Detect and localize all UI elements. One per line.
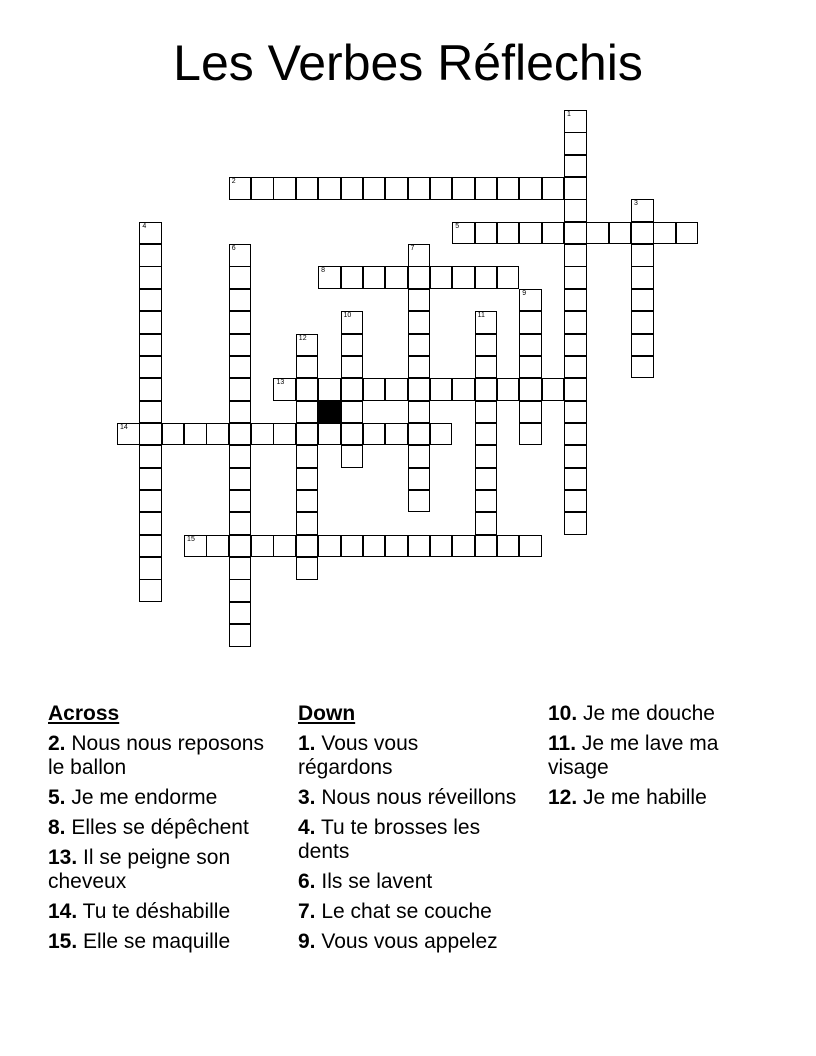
grid-cell[interactable] (341, 378, 364, 401)
clue-number: 10. (548, 702, 578, 725)
grid-cell[interactable] (475, 535, 498, 558)
grid-cell[interactable] (631, 334, 654, 357)
grid-cell[interactable] (631, 311, 654, 334)
clue-text: Je me endorme (71, 786, 218, 809)
clue-text: Vous vous régardons (298, 732, 419, 779)
clue-number: 7. (298, 900, 316, 923)
grid-cell[interactable] (206, 423, 229, 446)
grid-cell[interactable] (385, 266, 408, 289)
grid-cell[interactable] (452, 222, 475, 245)
grid-cell[interactable] (139, 334, 162, 357)
grid-cell[interactable] (408, 401, 431, 424)
grid-cell[interactable] (408, 266, 431, 289)
grid-cell[interactable] (564, 155, 587, 178)
cell-number: 11 (477, 312, 485, 320)
grid-cell[interactable] (139, 244, 162, 267)
grid-cell[interactable] (475, 356, 498, 379)
grid-cell[interactable] (564, 423, 587, 446)
clue-text: Vous vous appelez (321, 930, 498, 953)
clue-number: 12. (548, 786, 578, 809)
down-heading: Down (298, 702, 356, 725)
grid-cell[interactable] (229, 356, 252, 379)
clue-down (548, 786, 768, 810)
grid-cell[interactable] (139, 423, 162, 446)
grid-cell[interactable] (519, 334, 542, 357)
grid-cell[interactable] (676, 222, 699, 245)
grid-cell[interactable] (542, 378, 565, 401)
grid-cell[interactable] (229, 401, 252, 424)
cell-number: 5 (455, 222, 460, 230)
grid-cell[interactable] (408, 311, 431, 334)
clue-across (48, 816, 268, 840)
clue-down (298, 732, 518, 780)
clue-number: 11. (548, 732, 577, 755)
grid-cell[interactable] (296, 490, 319, 513)
grid-cell[interactable] (184, 535, 207, 558)
grid-cell[interactable] (139, 378, 162, 401)
clue-across (48, 846, 268, 894)
grid-cell[interactable] (363, 177, 386, 200)
clue-down (548, 732, 768, 780)
cell-number: 9 (522, 289, 527, 297)
grid-cell[interactable] (452, 266, 475, 289)
grid-cell[interactable] (139, 490, 162, 513)
cell-number: 14 (120, 423, 128, 431)
grid-cell[interactable] (385, 535, 408, 558)
grid-cell[interactable] (363, 535, 386, 558)
grid-cell[interactable] (564, 222, 587, 245)
clue-across (48, 786, 268, 810)
grid-cell[interactable] (475, 334, 498, 357)
grid-cell[interactable] (475, 468, 498, 491)
grid-cell[interactable] (162, 423, 185, 446)
grid-cell[interactable] (542, 177, 565, 200)
clue-number: 4. (298, 816, 316, 839)
grid-cell[interactable] (475, 512, 498, 535)
grid-cell[interactable] (229, 334, 252, 357)
grid-cell[interactable] (229, 289, 252, 312)
grid-cell[interactable] (452, 378, 475, 401)
grid-cell[interactable] (631, 222, 654, 245)
clue-number: 1. (298, 732, 316, 755)
grid-cell[interactable] (117, 423, 140, 446)
grid-cell[interactable] (139, 579, 162, 602)
down-clues (298, 702, 768, 962)
grid-cell[interactable] (139, 557, 162, 580)
grid-cell[interactable] (497, 222, 520, 245)
grid-cell[interactable] (229, 557, 252, 580)
grid-cell[interactable] (318, 177, 341, 200)
grid-cell[interactable] (408, 289, 431, 312)
grid-cell[interactable] (452, 177, 475, 200)
clue-down (548, 702, 768, 726)
clue-text: Tu te déshabille (82, 900, 231, 923)
cell-number: 8 (321, 267, 326, 275)
grid-cell[interactable] (497, 177, 520, 200)
grid-cell[interactable] (139, 356, 162, 379)
grid-cell[interactable] (564, 311, 587, 334)
clue-text: Je me douche (583, 702, 715, 725)
grid-cell[interactable] (296, 401, 319, 424)
grid-cell[interactable] (229, 579, 252, 602)
grid-cell[interactable] (430, 177, 453, 200)
grid-cell[interactable] (609, 222, 632, 245)
grid-cell[interactable] (318, 535, 341, 558)
grid-cell[interactable] (139, 266, 162, 289)
grid-cell[interactable] (229, 311, 252, 334)
grid-cell[interactable] (586, 222, 609, 245)
grid-cell[interactable] (519, 177, 542, 200)
grid-cell[interactable] (229, 445, 252, 468)
grid-cell[interactable] (139, 289, 162, 312)
grid-cell[interactable] (408, 244, 431, 267)
grid-cell[interactable] (564, 378, 587, 401)
grid-cell[interactable] (408, 177, 431, 200)
clue-across (48, 732, 268, 780)
grid-cell[interactable] (475, 423, 498, 446)
grid-cell[interactable] (519, 378, 542, 401)
grid-cell[interactable] (341, 334, 364, 357)
grid-cell[interactable] (296, 557, 319, 580)
grid-cell[interactable] (564, 512, 587, 535)
grid-cell[interactable] (631, 289, 654, 312)
cell-number: 10 (343, 312, 352, 320)
grid-cell[interactable] (519, 289, 542, 312)
grid-cell[interactable] (206, 535, 229, 558)
grid-cell[interactable] (229, 468, 252, 491)
grid-cell[interactable] (251, 423, 274, 446)
grid-cell[interactable] (519, 423, 542, 446)
grid-cell[interactable] (475, 222, 498, 245)
grid-cell[interactable] (184, 423, 207, 446)
grid-cell[interactable] (497, 378, 520, 401)
blocked-cell (318, 401, 341, 424)
grid-cell[interactable] (341, 445, 364, 468)
grid-cell[interactable] (631, 199, 654, 222)
cell-number: 3 (634, 200, 638, 208)
grid-cell[interactable] (341, 311, 364, 334)
grid-cell[interactable] (229, 535, 252, 558)
grid-cell[interactable] (318, 423, 341, 446)
grid-cell[interactable] (318, 266, 341, 289)
grid-cell[interactable] (408, 468, 431, 491)
grid-cell[interactable] (385, 177, 408, 200)
grid-cell[interactable] (229, 378, 252, 401)
cell-number: 4 (142, 222, 147, 230)
grid-cell[interactable] (475, 445, 498, 468)
cell-number: 13 (276, 379, 285, 387)
grid-cell[interactable] (631, 266, 654, 289)
clue-number: 9. (298, 930, 316, 953)
grid-cell[interactable] (564, 468, 587, 491)
grid-cell[interactable] (229, 602, 252, 625)
grid-cell[interactable] (631, 244, 654, 267)
grid-cell[interactable] (296, 356, 319, 379)
grid-cell[interactable] (296, 177, 319, 200)
clue-text: Le chat se couche (321, 900, 492, 923)
grid-cell[interactable] (296, 468, 319, 491)
grid-cell[interactable] (519, 222, 542, 245)
across-clues (48, 732, 268, 954)
grid-cell[interactable] (296, 512, 319, 535)
grid-cell[interactable] (251, 177, 274, 200)
grid-cell[interactable] (564, 266, 587, 289)
clue-number: 3. (298, 786, 316, 809)
clue-text: Je me habille (583, 786, 707, 809)
grid-cell[interactable] (564, 490, 587, 513)
grid-cell[interactable] (408, 334, 431, 357)
grid-cell[interactable] (229, 512, 252, 535)
grid-cell[interactable] (475, 378, 498, 401)
grid-cell[interactable] (341, 266, 364, 289)
grid-cell[interactable] (273, 535, 296, 558)
grid-cell[interactable] (631, 356, 654, 379)
grid-cell[interactable] (318, 378, 341, 401)
grid-cell[interactable] (341, 423, 364, 446)
grid-cell[interactable] (542, 222, 565, 245)
cell-number: 7 (410, 245, 415, 253)
grid-cell[interactable] (139, 512, 162, 535)
grid-cell[interactable] (564, 334, 587, 357)
grid-cell[interactable] (519, 401, 542, 424)
grid-cell[interactable] (273, 177, 296, 200)
grid-cell[interactable] (564, 445, 587, 468)
clue-down (298, 900, 518, 924)
clue-down (298, 930, 518, 954)
grid-cell[interactable] (273, 423, 296, 446)
clue-text: Elles se dépêchent (71, 816, 249, 839)
grid-cell[interactable] (564, 132, 587, 155)
clue-text: Nous nous reposons le ballon (48, 732, 264, 779)
grid-cell[interactable] (430, 535, 453, 558)
grid-cell[interactable] (475, 401, 498, 424)
grid-cell[interactable] (363, 423, 386, 446)
clue-across (48, 930, 268, 954)
grid-cell[interactable] (229, 266, 252, 289)
grid-cell[interactable] (296, 535, 319, 558)
grid-cell[interactable] (341, 535, 364, 558)
clue-number: 13. (48, 846, 78, 869)
clue-text: Elle se maquille (83, 930, 231, 953)
grid-cell[interactable] (475, 490, 498, 513)
grid-cell[interactable] (564, 401, 587, 424)
grid-cell[interactable] (408, 535, 431, 558)
clue-down (298, 786, 518, 810)
clue-text: Tu te brosses les dents (298, 816, 481, 863)
grid-cell[interactable] (430, 266, 453, 289)
cell-number: 12 (298, 334, 307, 342)
puzzle-title: Les Verbes Réflechis (173, 35, 643, 91)
clue-down (298, 870, 518, 894)
grid-cell[interactable] (408, 378, 431, 401)
grid-cell[interactable] (475, 266, 498, 289)
grid-cell[interactable] (229, 624, 252, 647)
grid-cell[interactable] (385, 423, 408, 446)
grid-cell[interactable] (430, 423, 453, 446)
grid-cell[interactable] (341, 177, 364, 200)
grid-cell[interactable] (139, 468, 162, 491)
grid-cell[interactable] (519, 356, 542, 379)
grid-cell[interactable] (653, 222, 676, 245)
grid-cell[interactable] (139, 445, 162, 468)
clue-list (48, 702, 768, 962)
grid-cell[interactable] (564, 244, 587, 267)
grid-cell[interactable] (564, 289, 587, 312)
grid-cell[interactable] (341, 356, 364, 379)
grid-cell[interactable] (139, 401, 162, 424)
clue-number: 5. (48, 786, 66, 809)
clue-text: Ils se lavent (321, 870, 433, 893)
grid-cell[interactable] (408, 445, 431, 468)
grid-cell[interactable] (519, 311, 542, 334)
grid-cell[interactable] (229, 177, 252, 200)
clue-number: 8. (48, 816, 66, 839)
grid-cell[interactable] (497, 535, 520, 558)
grid-cell[interactable] (296, 378, 319, 401)
grid-cell[interactable] (273, 378, 296, 401)
grid-cell[interactable] (363, 266, 386, 289)
cell-number: 1 (567, 111, 571, 118)
grid-cell[interactable] (408, 423, 431, 446)
grid-cell[interactable] (564, 177, 587, 200)
cell-number: 2 (231, 178, 236, 186)
clue-number: 15. (48, 930, 78, 953)
clue-number: 6. (298, 870, 316, 893)
grid-cell[interactable] (408, 490, 431, 513)
clue-across (48, 900, 268, 924)
grid-cell[interactable] (564, 356, 587, 379)
grid-cell[interactable] (251, 535, 274, 558)
grid-cell[interactable] (519, 535, 542, 558)
grid-cell[interactable] (385, 378, 408, 401)
grid-cell[interactable] (296, 334, 319, 357)
grid-cell[interactable] (475, 311, 498, 334)
grid-cell[interactable] (139, 222, 162, 245)
cell-number: 15 (187, 535, 195, 543)
grid-cell[interactable] (341, 401, 364, 424)
grid-cell[interactable] (229, 423, 252, 446)
grid-cell[interactable] (229, 244, 252, 267)
grid-cell[interactable] (475, 177, 498, 200)
grid-cell[interactable] (497, 266, 520, 289)
clue-down (298, 816, 518, 864)
clue-number: 14. (48, 900, 78, 923)
grid-cell[interactable] (564, 110, 587, 133)
grid-cell[interactable] (229, 490, 252, 513)
grid-cell[interactable] (139, 535, 162, 558)
grid-cell[interactable] (564, 199, 587, 222)
grid-cell[interactable] (408, 356, 431, 379)
grid-cell[interactable] (452, 535, 475, 558)
clue-text: Il se peigne son cheveux (48, 846, 231, 893)
clue-text: Nous nous réveillons (321, 786, 517, 809)
grid-cell[interactable] (363, 378, 386, 401)
cell-number: 6 (231, 245, 236, 253)
clue-number: 2. (48, 732, 66, 755)
clue-text: Je me lave ma visage (548, 732, 719, 779)
grid-cell[interactable] (430, 378, 453, 401)
grid-cell[interactable] (296, 445, 319, 468)
across-heading: Across (48, 702, 120, 725)
grid-cell[interactable] (296, 423, 319, 446)
grid-cell[interactable] (139, 311, 162, 334)
